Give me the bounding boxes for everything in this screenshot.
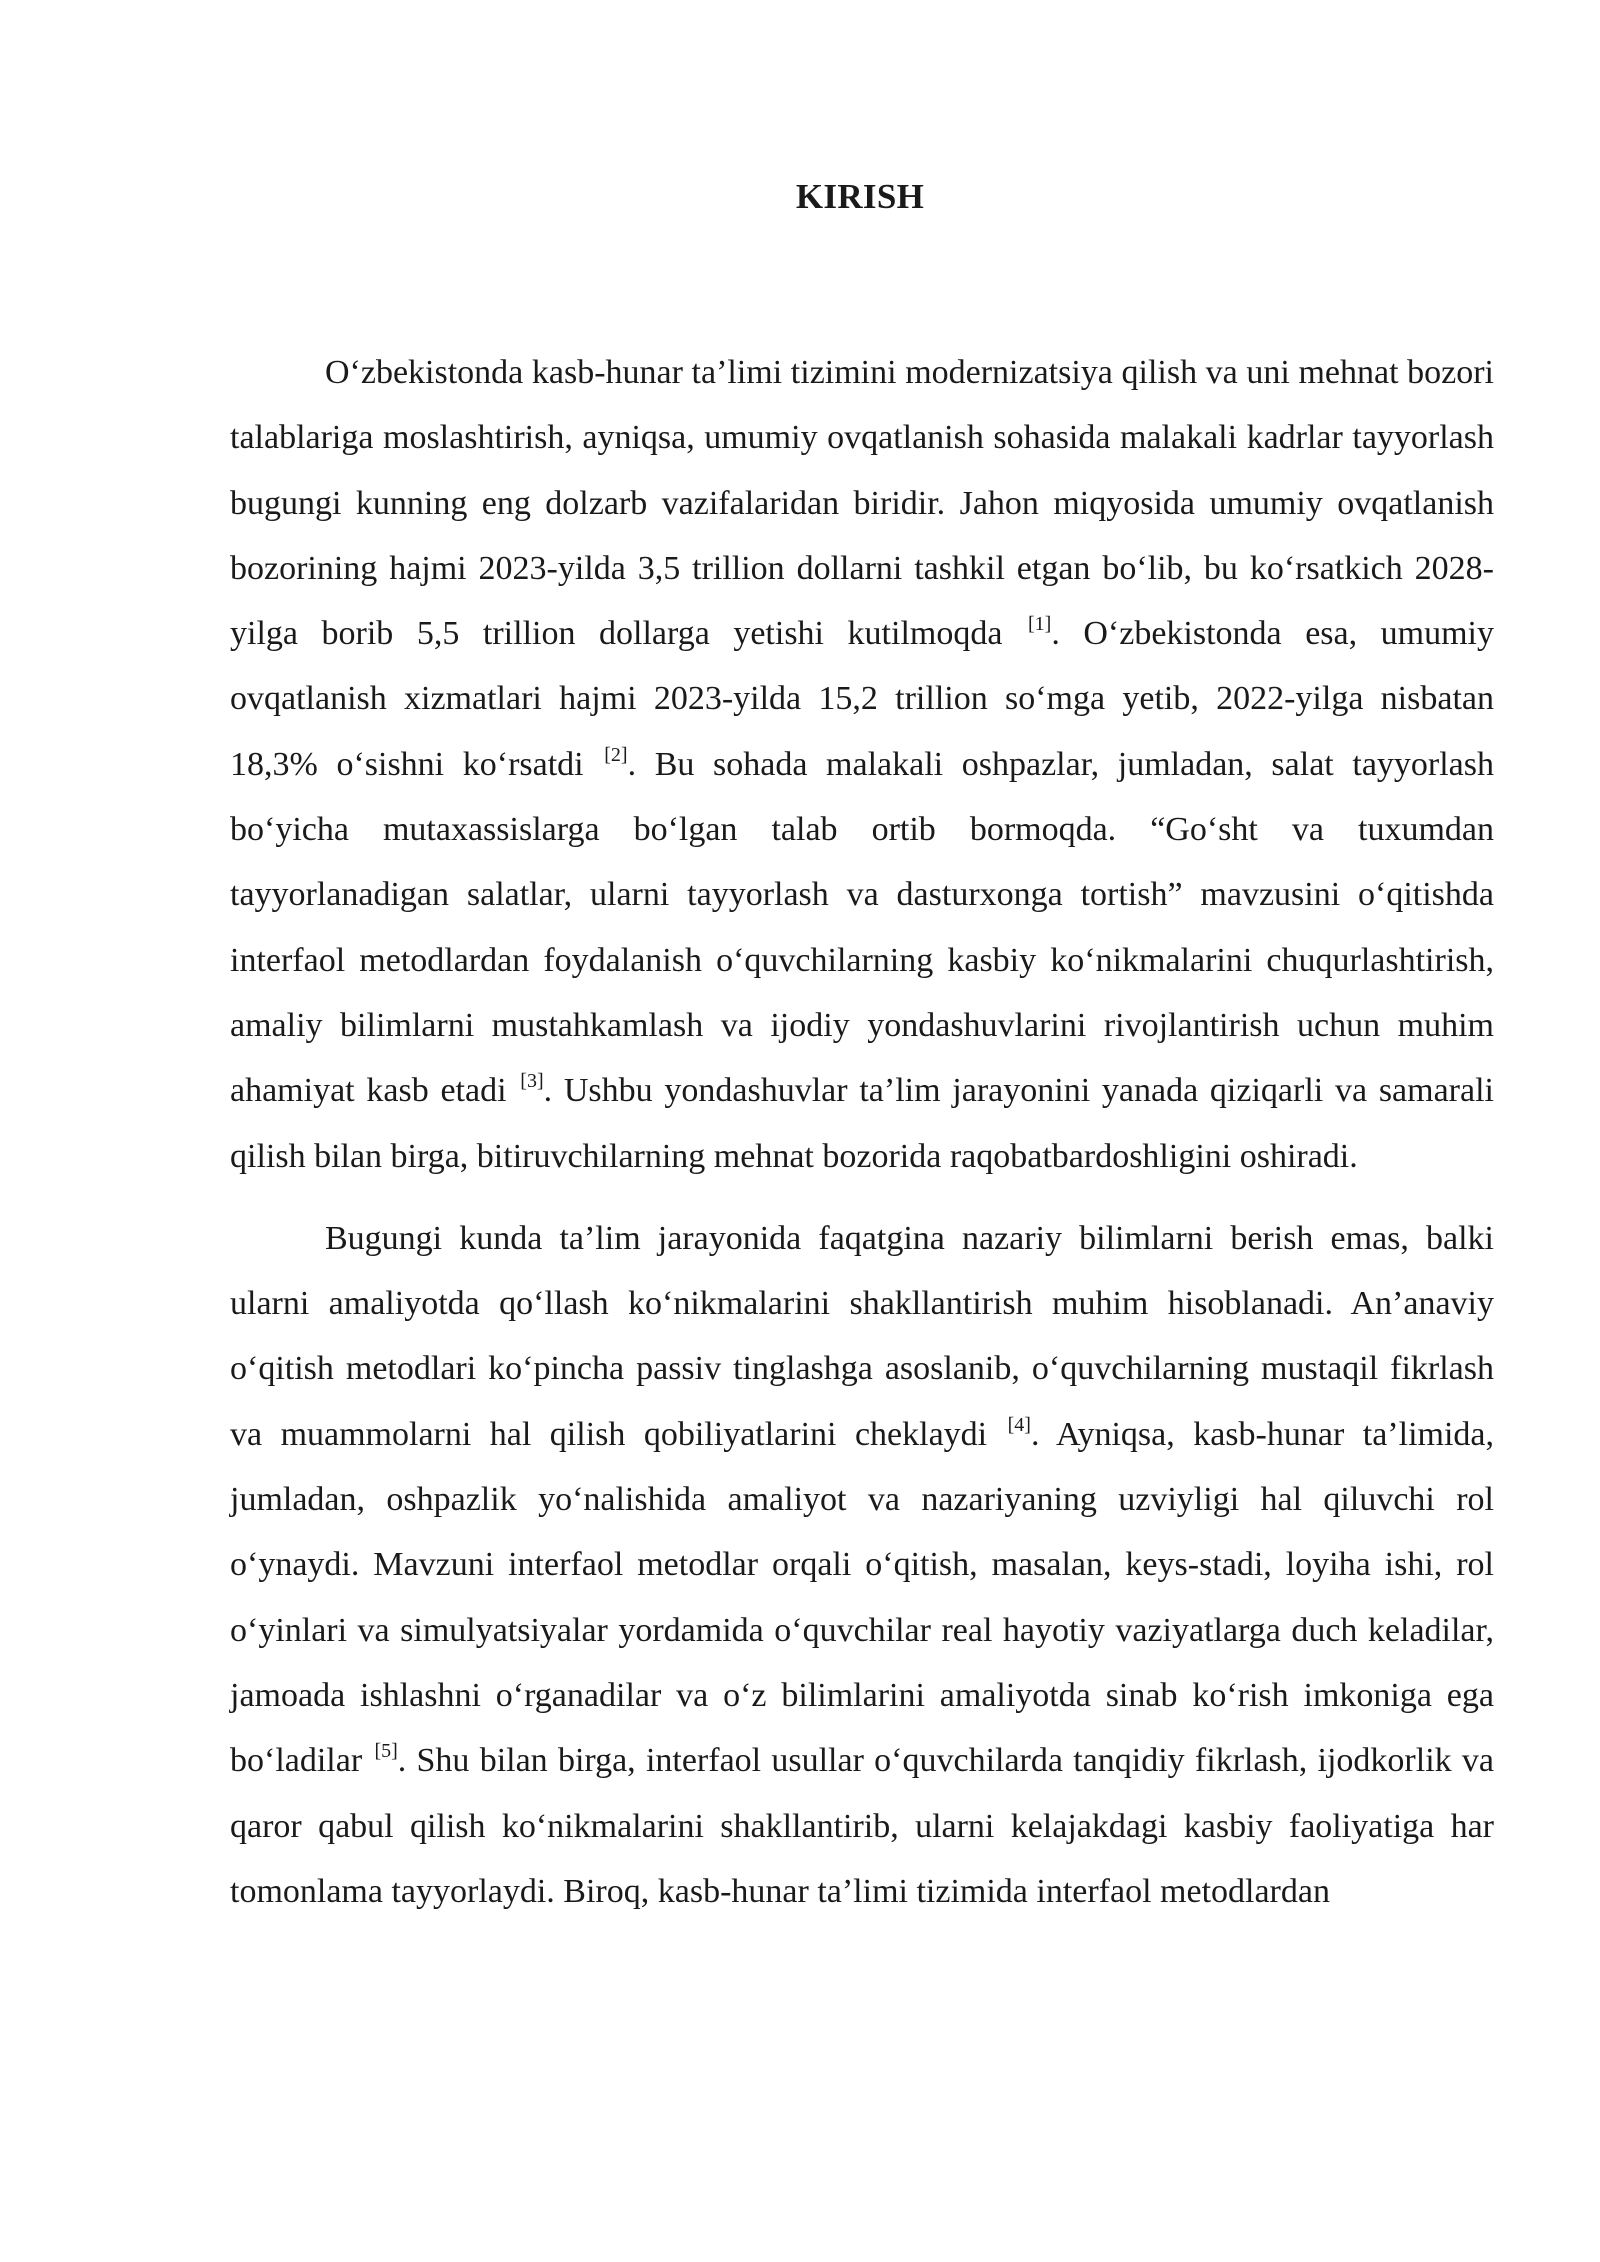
body-text bbox=[230, 340, 1494, 1924]
paragraph-text: . Shu bilan birga, interfaol usullar o‘quvchilarda tanqidiy fikrlash, ijodkorlik va qaror qabul qilish ko‘nikmalarini shakllantirib, ularni kelajakdagi kasbiy faoliyatiga har tomonlama tayyorlaydi. Biroq, kasb-hunar ta’limi tizimida interfaol metodlardan bbox=[230, 1742, 1495, 1910]
paragraph-1 bbox=[230, 340, 1494, 1189]
paragraph-text: O‘zbekistonda kasb-hunar ta’limi tizimini modernizatsiya qilish va uni mehnat bozori talablariga moslashtirish, ayniqsa, umumiy ovqatlanish sohasida malakali kadrlar tayyorlash bugungi kunning eng dolzarb vazifalaridan biridir. Jahon miqyosida umumiy ovqatlanish bozorining hajmi 2023-yilda 3,5 trillion dollarni tashkil etgan bo‘lib, bu ko‘rsatkich 2028-yilga borib 5,5 trillion dollarga yetishi kutilmoqda bbox=[230, 354, 1494, 653]
paragraph-text: . O‘zbekistonda esa, umumiy ovqatlanish xizmatlari hajmi 2023-yilda 15,2 trillion so‘mga yetib, 2022-yilga nisbatan 18,3% o‘sishni ko‘rsatdi bbox=[230, 615, 1495, 783]
paragraph-text: . Ayniqsa, kasb-hunar ta’limida, jumladan, oshpazlik yo‘nalishida amaliyot va nazariyaning uzviyligi hal qiluvchi rol o‘ynaydi. Mavzuni interfaol metodlar orqali o‘qitish, masalan, keys-stadi, loyiha ishi, rol o‘yinlari va simulyatsiyalar yordamida o‘quvchilar real hayotiy vaziyatlarga duch keladilar, jamoada ishlashni o‘rganadilar va o‘z bilimlarini amaliyotda sinab ko‘rish imkoniga ega bo‘ladilar bbox=[230, 1415, 1494, 1780]
paragraph-text: . Bu sohada malakali oshpazlar, jumladan, salat tayyorlash bo‘yicha mutaxassislarga bo‘lgan talab ortib bormoqda. “Go‘sht va tuxumdan tayyorlanadigan salatlar, ularni tayyorlash va dasturxonga tortish” mavzusini o‘qitishda interfaol metodlardan foydalanish o‘quvchilarning kasbiy ko‘nikmalarini chuqurlashtirish, amaliy bilimlarni mustahkamlash va ijodiy yondashuvlarini rivojlantirish uchun muhim ahamiyat kasb etadi bbox=[230, 745, 1494, 1110]
citation-ref: [3] bbox=[520, 1070, 544, 1093]
section-heading: KIRISH bbox=[795, 177, 925, 217]
paragraph-2 bbox=[230, 1206, 1494, 1924]
citation-ref: [1] bbox=[1028, 613, 1052, 636]
paragraph-text: Bugungi kunda ta’lim jarayonida faqatgina nazariy bilimlarni berish emas, balki ularni amaliyotda qo‘llash ko‘nikmalarini shakllantirish muhim hisoblanadi. An’anaviy o‘qitish metodlari ko‘pincha passiv tinglashga asoslanib, o‘quvchilarning mustaqil fikrlash va muammolarni hal qilish qobiliyatlarini cheklaydi bbox=[230, 1219, 1494, 1453]
citation-ref: [2] bbox=[604, 743, 628, 766]
citation-ref: [5] bbox=[374, 1740, 398, 1763]
paragraph-text: . Ushbu yondashuvlar ta’lim jarayonini yanada qiziqarli va samarali qilish bilan birga, bitiruvchilarning mehnat bozorida raqobatbardoshligini oshiradi. bbox=[230, 1072, 1494, 1175]
citation-ref: [4] bbox=[1007, 1413, 1031, 1436]
